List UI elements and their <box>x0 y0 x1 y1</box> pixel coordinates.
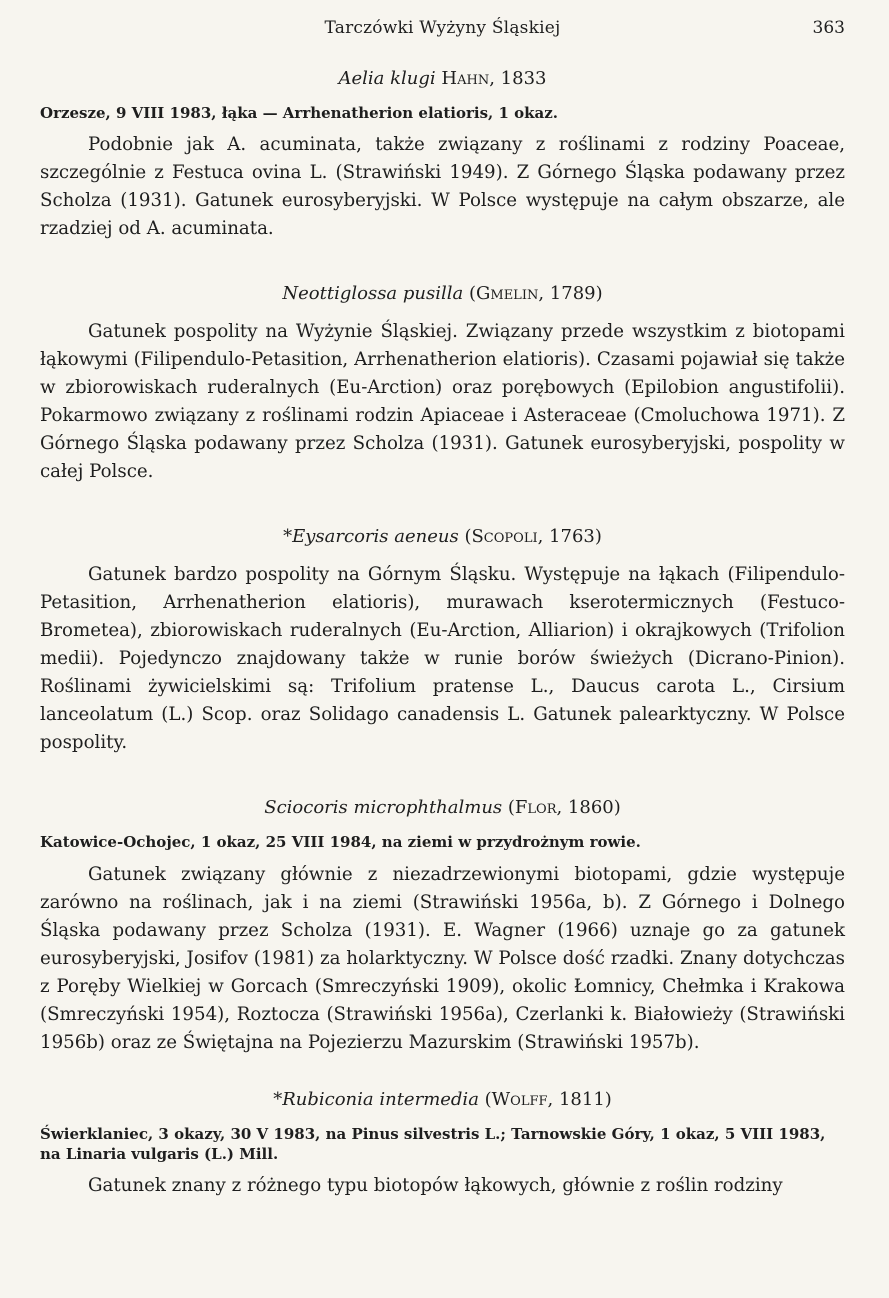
specimen-record: Świerklaniec, 3 okazy, 30 V 1983, na Pinus silvestris L.; Tarnowskie Góry, 1 okaz, 5 VIII 1983, na Linaria vulgaris (L.) Mill. <box>40 1124 826 1163</box>
species-heading <box>40 68 845 89</box>
specimen-record: Katowice-Ochojec, 1 okaz, 25 VIII 1984, na ziemi w przydrożnym rowie. <box>40 833 641 852</box>
species-author: Hahn <box>441 68 490 89</box>
species-author: (Wolff <box>484 1088 548 1110</box>
species-description: Gatunek bardzo pospolity na Górnym Śląsku. Występuje na łąkach (Filipendulo-Petasition, Arrhenatherion elatioris), murawach kserotermicznych (Festuco-Brometea), zbiorowiskach ruderalnych (Eu-Arction, Alliarion) i okrajkowych (Trifolion medii). Pojedynczo znajdowany także w runie borów świeżych (Dicrano-Pinion). Roślinami żywicielskimi są: Trifolium pratense L., Daucus carota L., Cirsium lanceolatum (L.) Scop. oraz Solidago canadensis L. Gatunek palearktyczny. W Polsce pospolity. <box>40 564 845 754</box>
species-year: , 1833 <box>489 68 547 89</box>
species-name: Aelia klugi <box>338 68 436 89</box>
species-author: (Gmelin <box>468 283 539 305</box>
species-heading <box>40 797 845 818</box>
species-year: , 1811) <box>547 1088 612 1110</box>
species-description: Gatunek pospolity na Wyżynie Śląskiej. Związany przede wszystkim z biotopami łąkowymi (Filipendulo-Petasition, Arrhenatherion elatioris). Czasami pojawiał się także w zbiorowiskach ruderalnych (Eu-Arction) oraz porębowych (Epilobion angustifolii). Pokarmowo związany z roślinami rodzin Apiaceae i Asteraceae (Cmoluchowa 1971). Z Górnego Śląska podawany przez Scholza (1931). Gatunek eurosyberyjski, pospolity w całej Polsce. <box>40 321 845 483</box>
page-number: 363 <box>812 18 845 38</box>
species-author: (Flor <box>507 797 557 819</box>
species-description: Podobnie jak A. acuminata, także związany z roślinami z rodziny Poaceae, szczególnie z Festuca ovina L. (Strawiński 1949). Z Górnego Śląska podawany przez Scholza (1931). Gatunek eurosyberyjski. W Polsce występuje na całym obszarze, ale rzadziej od A. acuminata. <box>40 134 845 240</box>
running-title: Tarczówki Wyżyny Śląskiej <box>324 18 561 38</box>
species-author: (Scopoli <box>464 526 538 548</box>
species-year: , 1789) <box>538 283 603 305</box>
species-heading <box>40 283 845 304</box>
species-name: Sciocoris microphthalmus <box>264 797 503 819</box>
specimen-record: Orzesze, 9 VIII 1983, łąka — Arrhenatherion elatioris, 1 okaz. <box>40 104 559 122</box>
species-heading <box>40 526 845 547</box>
page-header <box>40 18 845 46</box>
species-name: *Eysarcoris aeneus <box>283 526 459 548</box>
species-description: Gatunek związany głównie z niezadrzewionymi biotopami, gdzie występuje zarówno na roślinach, jak i na ziemi (Strawiński 1956a, b). Z Górnego i Dolnego Śląska podawany przez Scholza (1931). E. Wagner (1966) uznaje go za gatunek eurosyberyjski, Josifov (1981) za holarktyczny. W Polsce dość rzadki. Znany dotychczas z Poręby Wielkiej w Gorcach (Smreczyński 1909), okolic Łomnicy, Chełmka i Krakowa (Smreczyński 1954), Roztocza (Strawiński 1956a), Czerlanki k. Białowieży (Strawiński 1956b) oraz ze Świętajna na Pojezierzu Mazurskim (Strawiński 1957b). <box>40 863 845 1053</box>
species-description: Gatunek znany z różnego typu biotopów łąkowych, głównie z roślin rodziny <box>88 1175 783 1196</box>
species-year: , 1763) <box>537 526 602 548</box>
species-heading <box>40 1089 845 1110</box>
species-name: Neottiglossa pusilla <box>282 283 464 305</box>
species-name: *Rubiconia intermedia <box>273 1088 479 1110</box>
species-year: , 1860) <box>556 797 621 819</box>
page-body <box>40 68 845 1200</box>
